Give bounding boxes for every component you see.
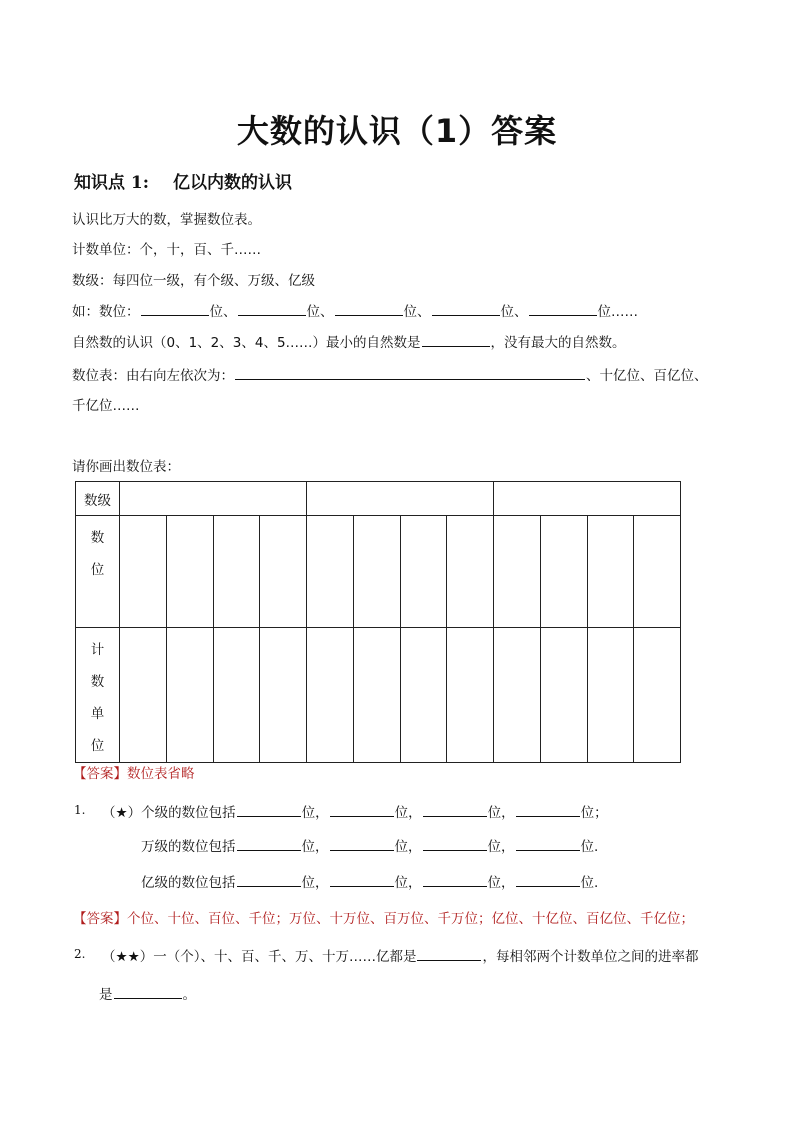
table-cell[interactable] <box>540 628 587 763</box>
label-char: 数 <box>90 530 105 546</box>
table-cell[interactable] <box>353 628 400 763</box>
label-char: 单 <box>90 706 105 722</box>
q2-end: 。 <box>182 987 196 1003</box>
intro-line: 认识比万大的数，掌握数位表。 <box>72 212 261 228</box>
natural-line <box>72 331 626 351</box>
answer-text: 数位表省略 <box>127 766 195 782</box>
wei-comma: 位， <box>487 875 515 891</box>
wei-comma: 位， <box>301 805 329 821</box>
row-label-level: 数级 <box>76 482 120 516</box>
table-cell[interactable] <box>307 516 354 628</box>
levels-line: 数级：每四位一级，有个级、万级、亿级 <box>72 273 315 289</box>
table-cell[interactable] <box>494 628 541 763</box>
q2-cont: 是 <box>99 987 113 1003</box>
blank[interactable] <box>422 332 490 347</box>
question-number: 1. <box>74 803 86 817</box>
table-suffix: 、十亿位、百亿位、 <box>586 368 708 384</box>
blank[interactable] <box>423 836 487 851</box>
table-cell[interactable] <box>260 628 307 763</box>
wei-comma: 位， <box>394 839 422 855</box>
end-text: 位…… <box>597 304 638 320</box>
table-cell[interactable] <box>166 516 213 628</box>
q2-mid: ，每相邻两个计数单位之间的进率都 <box>482 949 699 965</box>
wei-comma: 位， <box>487 839 515 855</box>
blank[interactable] <box>237 872 301 887</box>
q2-text: （★★）一（个）、十、百、千、万、十万……亿都是 <box>102 949 417 965</box>
blank[interactable] <box>423 872 487 887</box>
q2-line-2 <box>99 983 196 1003</box>
blank[interactable] <box>114 984 182 999</box>
question-number: 2. <box>74 947 86 961</box>
label-char: 位 <box>90 562 105 578</box>
wei-end: 位； <box>580 805 608 821</box>
units-line: 计数单位：个，十，百、千…… <box>72 242 261 258</box>
table-cell[interactable] <box>494 516 541 628</box>
blank[interactable] <box>417 946 481 961</box>
q1-label: 亿级的数位包括 <box>141 875 236 891</box>
table-cell[interactable] <box>447 628 494 763</box>
table-cell[interactable] <box>120 482 307 516</box>
answer-bracket: 【答案】 <box>73 911 127 927</box>
blank[interactable] <box>423 802 487 817</box>
row-label-unit <box>76 628 120 763</box>
blank[interactable] <box>529 301 597 316</box>
digits-prefix: 如：数位： <box>72 304 140 320</box>
q1-line-3 <box>141 871 598 891</box>
sep-text: 位、 <box>500 304 528 320</box>
sep-text: 位、 <box>403 304 431 320</box>
page-title: 大数的认识（1）答案 <box>236 112 558 150</box>
table-cell[interactable] <box>634 516 681 628</box>
answer-text: 个位、十位、百位、千位；万位、十万位、百万位、千万位；亿位、十亿位、百亿位、千亿位； <box>127 911 694 927</box>
natural-suffix: ，没有最大的自然数。 <box>490 335 626 351</box>
label-char: 位 <box>90 738 105 754</box>
digits-line <box>72 300 638 320</box>
q1-line-1 <box>102 801 608 821</box>
blank[interactable] <box>235 365 585 380</box>
table-cell[interactable] <box>400 516 447 628</box>
blank[interactable] <box>516 836 580 851</box>
section-heading <box>74 168 292 193</box>
table-cell[interactable] <box>307 482 494 516</box>
wei-comma: 位， <box>301 875 329 891</box>
table-cell[interactable] <box>213 516 260 628</box>
table-cell[interactable] <box>400 628 447 763</box>
draw-prompt: 请你画出数位表： <box>72 459 180 475</box>
blank[interactable] <box>516 802 580 817</box>
answer-1 <box>73 762 195 782</box>
wei-comma: 位， <box>301 839 329 855</box>
section-name: 亿以内数的认识 <box>173 173 293 193</box>
wei-comma: 位， <box>394 805 422 821</box>
q1-star: （★） <box>102 805 142 821</box>
q2-line-1 <box>102 945 698 965</box>
table-cell[interactable] <box>120 516 167 628</box>
section-label: 知识点 1: <box>74 173 150 193</box>
table-prefix: 数位表：由右向左依次为： <box>72 368 234 384</box>
table-order-cont: 千亿位…… <box>72 398 140 414</box>
natural-prefix: 自然数的认识（0、1、2、3、4、5……）最小的自然数是 <box>72 335 421 351</box>
table-order-line <box>72 364 708 384</box>
table-cell[interactable] <box>353 516 400 628</box>
table-cell[interactable] <box>634 628 681 763</box>
wei-comma: 位， <box>487 805 515 821</box>
sep-text: 位、 <box>209 304 237 320</box>
label-char: 计 <box>90 642 105 658</box>
blank[interactable] <box>330 802 394 817</box>
table-cell[interactable] <box>213 628 260 763</box>
blank[interactable] <box>516 872 580 887</box>
blank[interactable] <box>238 301 306 316</box>
blank[interactable] <box>330 872 394 887</box>
sep-text: 位、 <box>306 304 334 320</box>
table-cell[interactable] <box>120 628 167 763</box>
blank[interactable] <box>330 836 394 851</box>
table-cell[interactable] <box>307 628 354 763</box>
blank[interactable] <box>335 301 403 316</box>
place-value-table <box>75 481 681 763</box>
table-cell[interactable] <box>494 482 681 516</box>
blank[interactable] <box>237 836 301 851</box>
table-cell[interactable] <box>540 516 587 628</box>
q1-label: 个级的数位包括 <box>141 805 236 821</box>
blank[interactable] <box>141 301 209 316</box>
blank[interactable] <box>237 802 301 817</box>
table-cell[interactable] <box>587 516 634 628</box>
answer-2 <box>73 907 694 927</box>
q1-line-2 <box>141 835 598 855</box>
table-cell[interactable] <box>166 628 213 763</box>
wei-comma: 位， <box>394 875 422 891</box>
blank[interactable] <box>432 301 500 316</box>
q1-label: 万级的数位包括 <box>141 839 236 855</box>
wei-end: 位. <box>580 839 599 855</box>
table-cell[interactable] <box>587 628 634 763</box>
table-cell[interactable] <box>260 516 307 628</box>
answer-bracket: 【答案】 <box>73 766 127 782</box>
table-cell[interactable] <box>447 516 494 628</box>
label-char: 数 <box>90 674 105 690</box>
row-label-digit <box>76 516 120 628</box>
wei-end: 位. <box>580 875 599 891</box>
